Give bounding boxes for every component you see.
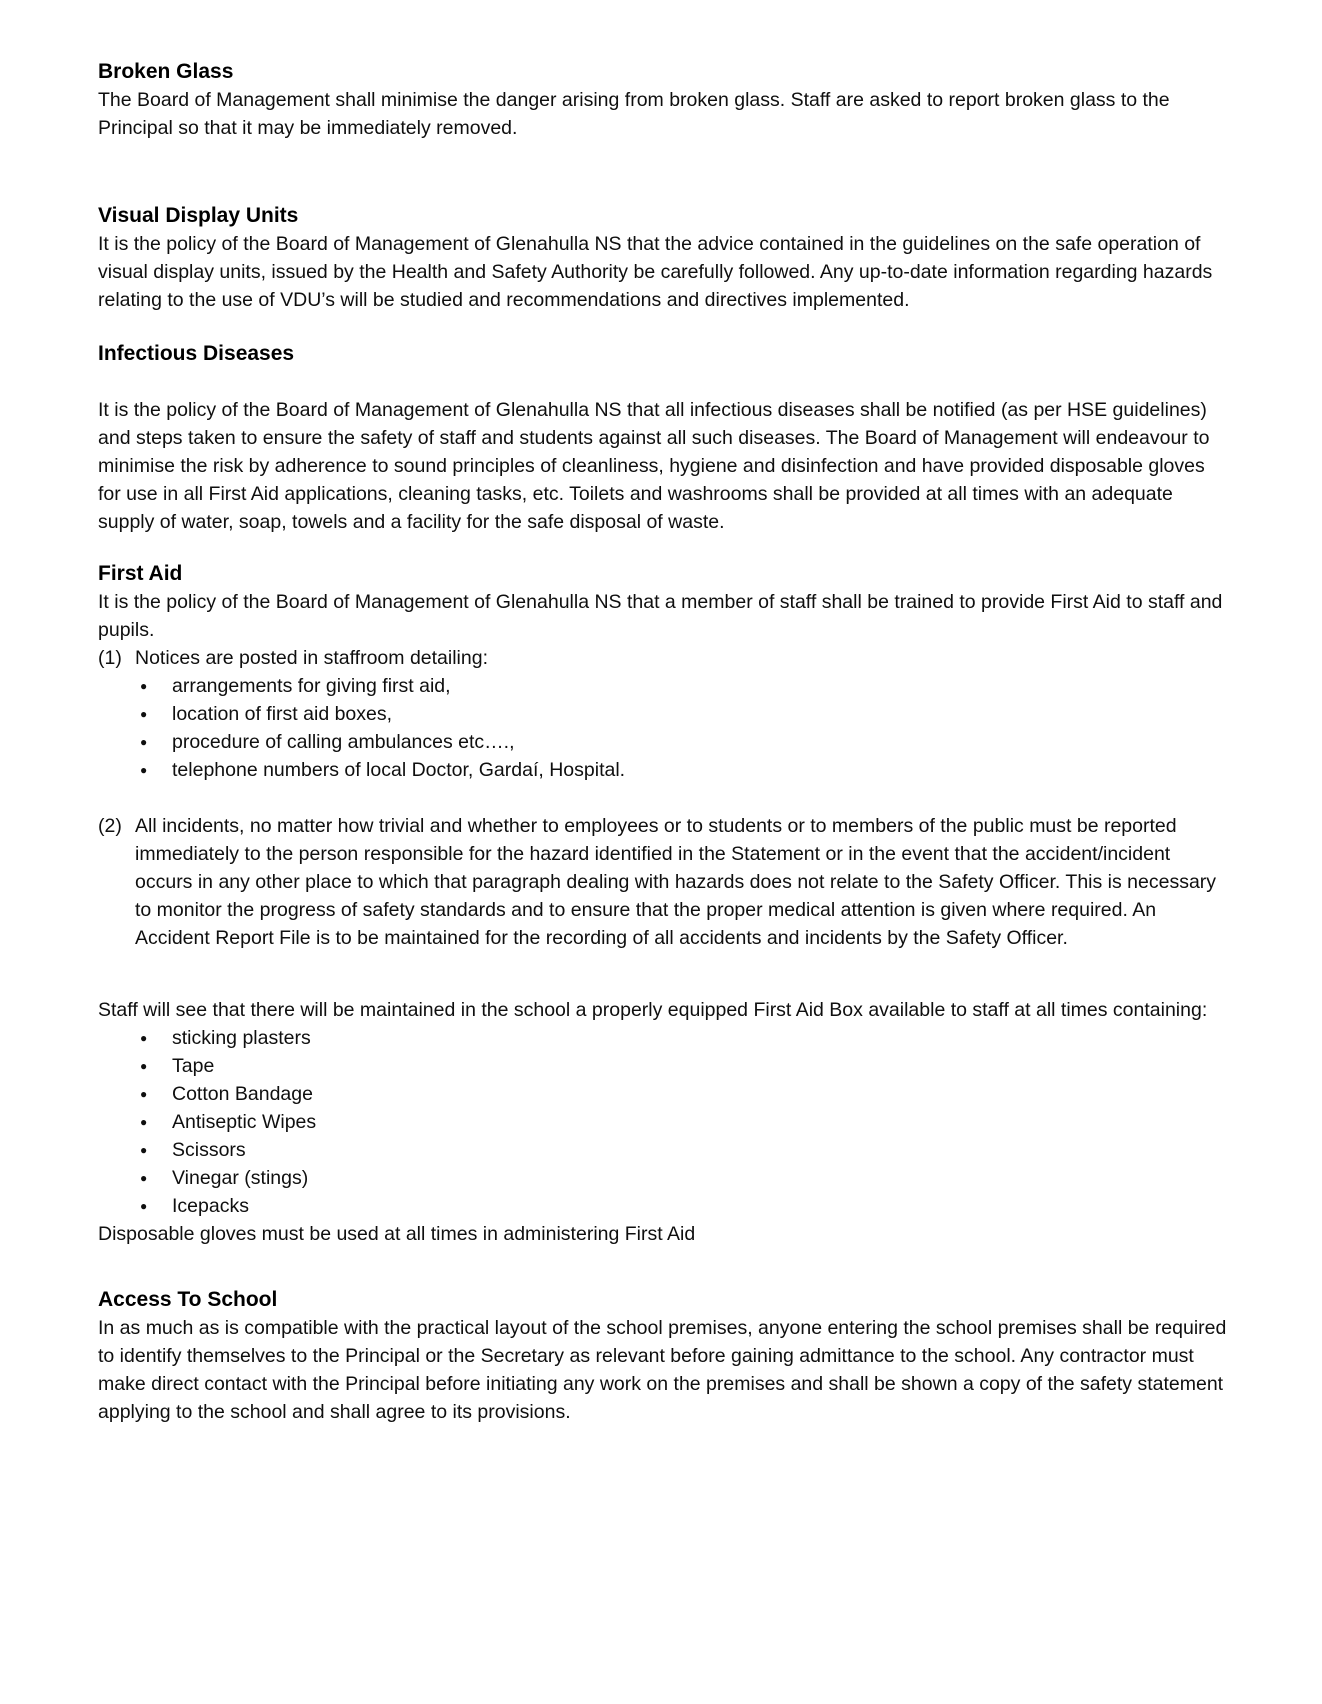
bullet-icon: ● <box>140 679 148 693</box>
section-broken-glass <box>98 58 1228 142</box>
section-first-aid <box>98 560 1228 1248</box>
first-aid-item-1-number: (1) <box>98 647 122 669</box>
section-body-visual-display-units: It is the policy of the Board of Management of Glenahulla NS that the advice contained in the guidelines on the safe operation of visual display units, issued by the Health and Safety Authority be carefully followed. Any up-to-date information regarding hazards relating to the use of VDU’s will be studied and recommendations and directives implemented. <box>98 233 1213 311</box>
first-aid-intro: It is the policy of the Board of Management of Glenahulla NS that a member of staff shall be trained to provide First Aid to staff and pupils. <box>98 591 1223 641</box>
bullet-icon: ● <box>140 1115 148 1129</box>
section-visual-display-units <box>98 202 1228 314</box>
section-heading-visual-display-units: Visual Display Units <box>98 204 299 227</box>
section-heading-broken-glass: Broken Glass <box>98 60 234 83</box>
section-body-infectious-diseases: It is the policy of the Board of Management of Glenahulla NS that all infectious diseases shall be notified (as per HSE guidelines) and steps taken to ensure the safety of staff and students against all such diseases. The Board of Management will endeavour to minimise the risk by adherence to sound principles of cleanliness, hygiene and disinfection and have provided disposable gloves for use in all First Aid applications, cleaning tasks, etc. Toilets and washrooms shall be provided at all times with an adequate supply of water, soap, towels and a facility for the safe disposal of waste. <box>98 399 1210 533</box>
list-item-text: telephone numbers of local Doctor, Gardaí, Hospital. <box>172 759 626 781</box>
first-aid-notices-list <box>98 672 1228 784</box>
bullet-icon: ● <box>140 1199 148 1213</box>
list-item-text: location of first aid boxes, <box>172 703 393 725</box>
first-aid-box-paragraph: Staff will see that there will be maintained in the school a properly equipped First Aid Box available to staff at all times containing: <box>98 999 1208 1021</box>
list-item <box>98 1108 1228 1136</box>
disposable-gloves-note: Disposable gloves must be used at all times in administering First Aid <box>98 1223 696 1245</box>
section-heading-first-aid: First Aid <box>98 562 183 585</box>
list-item <box>98 1164 1228 1192</box>
list-item <box>98 1192 1228 1220</box>
first-aid-item-1-text: Notices are posted in staffroom detailing: <box>135 647 488 669</box>
section-heading-access-to-school: Access To School <box>98 1288 278 1311</box>
bullet-icon: ● <box>140 1087 148 1101</box>
first-aid-item-2 <box>98 812 1228 952</box>
bullet-icon: ● <box>140 735 148 749</box>
section-body-broken-glass: The Board of Management shall minimise the danger arising from broken glass. Staff are asked to report broken glass to the Principal so that it may be immediately removed. <box>98 89 1170 139</box>
section-body-access-to-school: In as much as is compatible with the practical layout of the school premises, anyone entering the school premises shall be required to identify themselves to the Principal or the Secretary as relevant before gaining admittance to the school. Any contractor must make direct contact with the Principal before initiating any work on the premises and shall be shown a copy of the safety statement applying to the school and shall agree to its provisions. <box>98 1317 1227 1423</box>
list-item-text: Tape <box>172 1055 215 1077</box>
first-aid-item-2-number: (2) <box>98 815 122 837</box>
section-access-to-school <box>98 1286 1228 1426</box>
bullet-icon: ● <box>140 1171 148 1185</box>
list-item <box>98 672 1228 700</box>
list-item <box>98 1080 1228 1108</box>
bullet-icon: ● <box>140 763 148 777</box>
list-item <box>98 1136 1228 1164</box>
list-item-text: procedure of calling ambulances etc…., <box>172 731 515 753</box>
list-item-text: Cotton Bandage <box>172 1083 313 1105</box>
list-item <box>98 700 1228 728</box>
list-item <box>98 728 1228 756</box>
bullet-icon: ● <box>140 1059 148 1073</box>
section-infectious-diseases <box>98 340 1228 536</box>
list-item <box>98 1024 1228 1052</box>
first-aid-item-1 <box>98 644 1228 672</box>
list-item <box>98 1052 1228 1080</box>
section-heading-infectious-diseases: Infectious Diseases <box>98 342 295 365</box>
first-aid-item-2-text: All incidents, no matter how trivial and whether to employees or to students or to members of the public must be reported immediately to the person responsible for the hazard identified in the Statement or in the event that the accident/incident occurs in any other place to which that paragraph dealing with hazards does not relate to the Safety Officer. This is necessary to monitor the progress of safety standards and to ensure that the proper medical attention is given where required. An Accident Report File is to be maintained for the recording of all accidents and incidents by the Safety Officer. <box>135 815 1217 949</box>
bullet-icon: ● <box>140 1143 148 1157</box>
list-item-text: Icepacks <box>172 1195 249 1217</box>
list-item-text: Antiseptic Wipes <box>172 1111 317 1133</box>
bullet-icon: ● <box>140 1031 148 1045</box>
list-item-text: arrangements for giving first aid, <box>172 675 451 697</box>
list-item-text: Vinegar (stings) <box>172 1167 309 1189</box>
list-item-text: sticking plasters <box>172 1027 311 1049</box>
list-item-text: Scissors <box>172 1139 246 1161</box>
bullet-icon: ● <box>140 707 148 721</box>
first-aid-box-contents-list <box>98 1024 1228 1220</box>
list-item <box>98 756 1228 784</box>
